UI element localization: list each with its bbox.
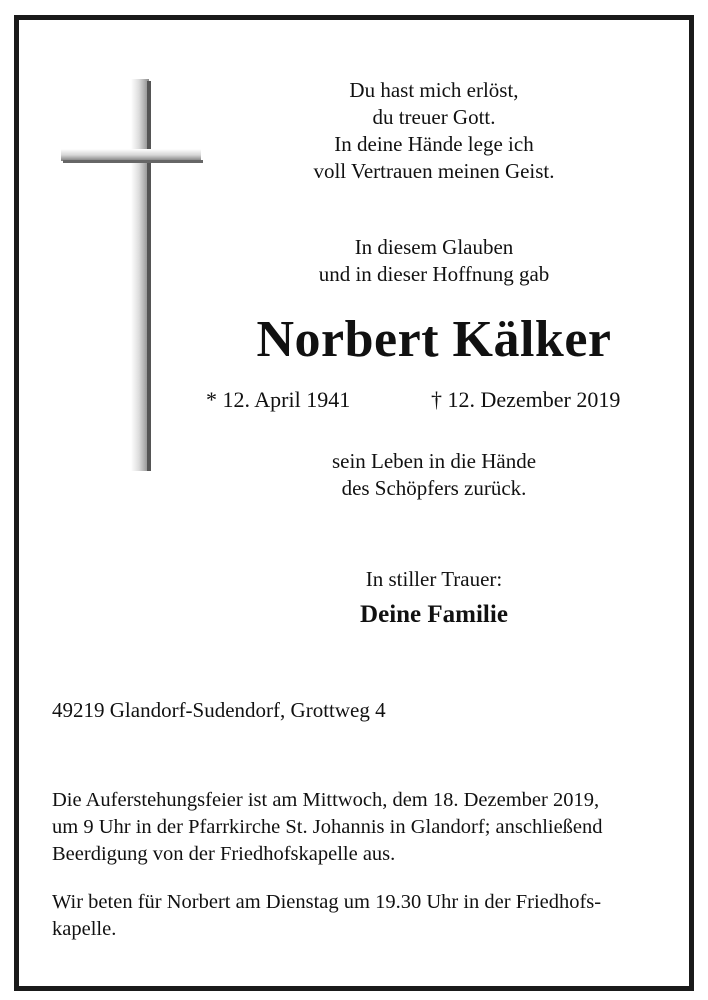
- notice-line: kapelle.: [52, 918, 117, 940]
- address: 49219 Glandorf-Sudendorf, Grottweg 4: [52, 698, 386, 722]
- notice-line: Wir beten für Norbert am Dienstag um 19.30 Uhr in der Friedhofs-: [52, 891, 602, 913]
- verse-line: Du hast mich erlöst,: [349, 78, 519, 102]
- mourning-intro: In stiller Trauer:: [365, 567, 503, 591]
- death-date: † 12. Dezember 2019: [431, 387, 621, 412]
- prayer-notice: [52, 889, 656, 943]
- deceased-name: Norbert Kälker: [256, 311, 612, 368]
- family-signature: Deine Familie: [360, 601, 508, 628]
- returned-line: sein Leben in die Hände: [331, 449, 537, 473]
- notice-line: um 9 Uhr in der Pfarrkirche St. Johannis in Glandorf; anschließend: [52, 816, 603, 838]
- cross-icon: [61, 75, 221, 475]
- returned-statement: [204, 448, 664, 502]
- notice-line: Beerdigung von der Friedhofskapelle aus.: [52, 843, 396, 865]
- verse-line: voll Vertrauen meinen Geist.: [313, 159, 555, 183]
- verse-line: du treuer Gott.: [372, 105, 496, 129]
- notice-line: Die Auferstehungsfeier ist am Mittwoch, dem 18. Dezember 2019,: [52, 789, 600, 811]
- funeral-notice: [52, 787, 656, 868]
- faith-line: und in dieser Hoffnung gab: [318, 262, 550, 286]
- bible-verse: [204, 77, 664, 185]
- faith-line: In diesem Glauben: [354, 235, 514, 259]
- obituary-card: [14, 15, 694, 991]
- faith-statement: [204, 234, 664, 288]
- verse-line: In deine Hände lege ich: [334, 132, 534, 156]
- returned-line: des Schöpfers zurück.: [341, 476, 527, 500]
- birth-date: * 12. April 1941: [206, 387, 351, 412]
